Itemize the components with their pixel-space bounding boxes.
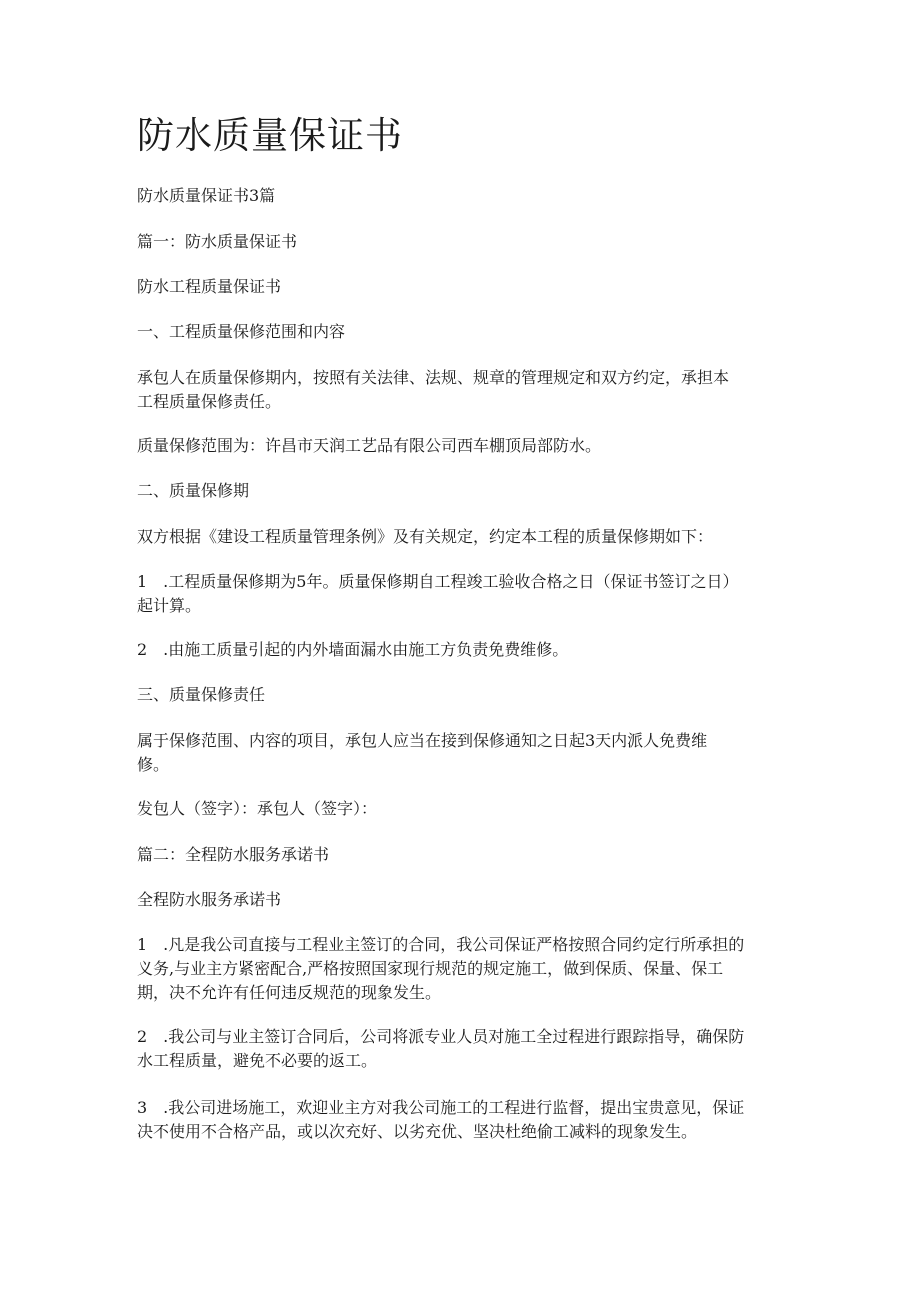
signature-line: 发包人（签字）：承包人（签字）： — [137, 799, 378, 818]
text-line: 工程质量保修责任。 — [137, 392, 282, 411]
section1-heading: 一、工程质量保修范围和内容 — [137, 322, 346, 341]
text-line: 属于保修范围、内容的项目，承包人应当在接到保修通知之日起3天内派人免费维 — [137, 731, 708, 750]
part2-list-item-2 — [137, 1025, 785, 1073]
part2-heading: 篇二：全程防水服务承诺书 — [137, 845, 330, 864]
section2-list-item-1 — [137, 570, 785, 618]
section2-paragraph: 双方根据《建设工程质量管理条例》及有关规定，约定本工程的质量保修期如下： — [137, 527, 714, 546]
section3-paragraph — [137, 729, 785, 777]
document-subtitle: 防水质量保证书3篇 — [137, 186, 276, 205]
text-line: 承包人在质量保修期内，按照有关法律、法规、规章的管理规定和双方约定，承担本 — [137, 368, 730, 387]
text-line: 起计算。 — [137, 596, 202, 615]
text-line: 1 .工程质量保修期为5年。质量保修期自工程竣工验收合格之日（保证书签订之日） — [137, 572, 739, 591]
section2-heading: 二、质量保修期 — [137, 481, 250, 500]
text-line: 水工程质量，避免不必要的返工。 — [137, 1051, 378, 1070]
part2-list-item-3 — [137, 1096, 785, 1144]
section1-paragraph-1 — [137, 366, 785, 414]
text-line: 2 .我公司与业主签订合同后，公司将派专业人员对施工全过程进行跟踪指导，确保防 — [137, 1027, 745, 1046]
part1-doc-title: 防水工程质量保证书 — [137, 277, 282, 296]
part1-heading: 篇一：防水质量保证书 — [137, 232, 298, 251]
text-line: 义务,与业主方紧密配合,严格按照国家现行规范的规定施工，做到保质、保量、保工 — [137, 959, 724, 978]
text-line: 期，决不允许有任何违反规范的现象发生。 — [137, 983, 442, 1002]
section3-heading: 三、质量保修责任 — [137, 685, 266, 704]
section1-paragraph-2: 质量保修范围为：许昌市天润工艺品有限公司西车棚顶局部防水。 — [137, 436, 602, 455]
text-line: 决不使用不合格产品，或以次充好、以劣充优、坚决杜绝偷工减料的现象发生。 — [137, 1122, 698, 1141]
part2-list-item-1 — [137, 933, 785, 1005]
text-line: 修。 — [137, 755, 170, 774]
text-line: 3 .我公司进场施工，欢迎业主方对我公司施工的工程进行监督，提出宝贵意见，保证 — [137, 1098, 745, 1117]
text-line: 1 .凡是我公司直接与工程业主签订的合同，我公司保证严格按照合同约定行所承担的 — [137, 935, 745, 954]
part2-doc-title: 全程防水服务承诺书 — [137, 890, 282, 909]
page-title: 防水质量保证书 — [137, 114, 403, 157]
section2-list-item-2: 2 .由施工质量引起的内外墙面漏水由施工方负责免费维修。 — [137, 640, 569, 659]
